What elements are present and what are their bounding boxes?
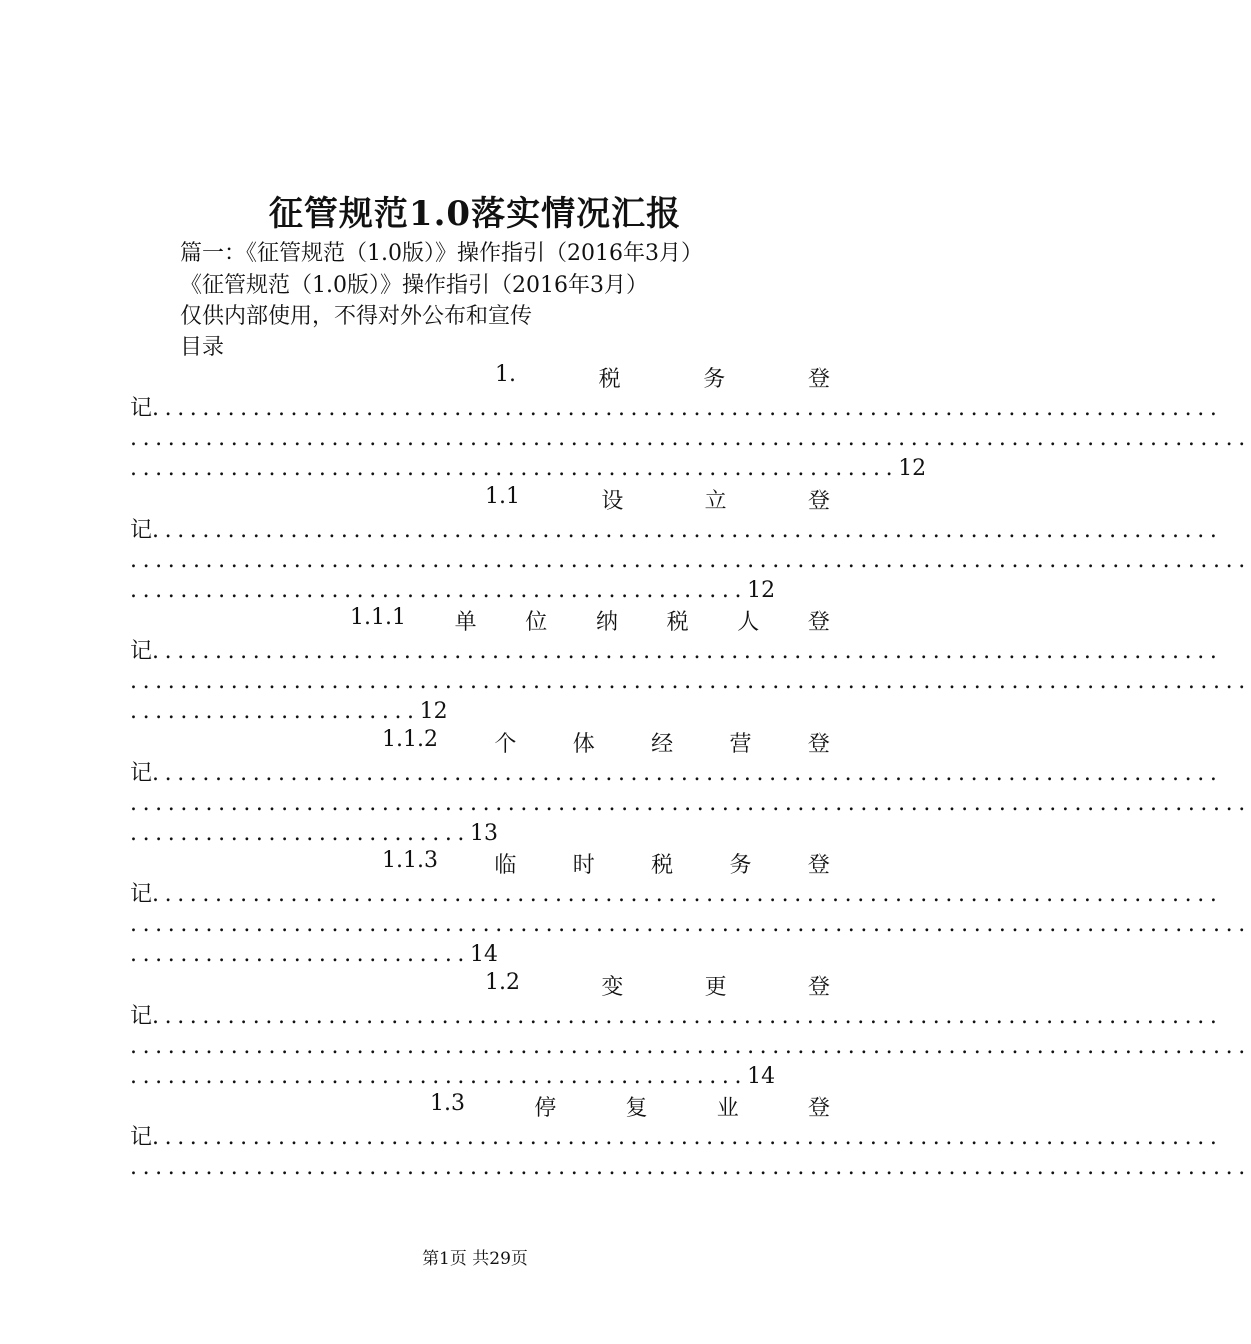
toc-entry[interactable] (130, 1091, 1251, 1183)
dot-leader: ..................................................................................... (152, 639, 1223, 664)
toc-page-number: 13 (470, 821, 499, 846)
toc-entry-char: 设 (601, 489, 624, 514)
toc-entry-char: 位 (525, 610, 548, 635)
toc-entry-char: 务 (703, 367, 726, 392)
toc-entry-tail: 记 (130, 518, 153, 543)
toc-entry[interactable] (130, 727, 1251, 849)
toc-entry-char: 务 (729, 853, 752, 878)
toc-entry-char: 税 (598, 367, 621, 392)
toc-entry-tail: 记 (130, 882, 153, 907)
toc-page-number: 14 (747, 1064, 776, 1089)
toc-entry-char: 1. (495, 362, 516, 387)
toc-heading: 目录 (180, 335, 225, 360)
toc-entry-char: 税 (666, 610, 689, 635)
toc-entry-char: 1.1.2 (382, 727, 438, 752)
toc-entry-char: 停 (534, 1096, 557, 1121)
toc-page-number: 12 (419, 699, 448, 724)
dot-leader: ............................................................. (130, 456, 899, 481)
toc-entry-char: 单 (454, 610, 477, 635)
dot-leader: ........................... (130, 821, 471, 846)
toc-entry-tail: 记 (130, 1004, 153, 1029)
toc-entry-char: 纳 (595, 610, 618, 635)
dot-leader: ..................................................................................... (152, 518, 1223, 543)
toc-entry-char: 税 (651, 853, 674, 878)
dot-leader: ......................................................................................... (130, 791, 1251, 816)
toc-entry-char: 1.2 (485, 970, 520, 995)
toc-entry-tail: 记 (130, 639, 153, 664)
toc-page-number: 14 (470, 942, 499, 967)
toc-entry-char: 个 (494, 732, 517, 757)
toc-entry-char: 立 (704, 489, 727, 514)
subtitle-line: 篇一：《征管规范（1.0版）》操作指引（2016年3月） (180, 241, 703, 266)
toc-entry-char: 1.3 (430, 1091, 465, 1116)
toc-entry-char: 复 (625, 1096, 648, 1121)
toc-entry-char: 登 (807, 853, 830, 878)
dot-leader: ..................................................................................... (152, 1004, 1223, 1029)
toc-entry-char: 临 (494, 853, 517, 878)
toc-entry-tail: 记 (130, 1125, 153, 1150)
dot-leader: ................................................. (130, 578, 748, 603)
dot-leader: ......................................................................................... (130, 1034, 1251, 1059)
toc-entry[interactable] (130, 605, 1251, 727)
toc-entry-char: 人 (737, 610, 760, 635)
dot-leader: ..................................................................................... (152, 396, 1223, 421)
guide-title-line: 《征管规范（1.0版）》操作指引（2016年3月） (180, 273, 648, 298)
toc-entry-char: 登 (807, 1096, 830, 1121)
dot-leader: ......................................................................................... (130, 1155, 1251, 1180)
toc-entry-char: 1.1.3 (382, 848, 438, 873)
toc-entry-char: 登 (807, 367, 830, 392)
dot-leader: ..................................................................................... (152, 882, 1223, 907)
dot-leader: ..................................................................................... (152, 761, 1223, 786)
toc-entry-char: 营 (729, 732, 752, 757)
toc-entry-char: 更 (704, 975, 727, 1000)
dot-leader: ................................................. (130, 1064, 748, 1089)
dot-leader: ......................................................................................... (130, 426, 1251, 451)
toc-entry[interactable] (130, 484, 1251, 606)
toc-entry-char: 体 (572, 732, 595, 757)
toc-entry-char: 经 (651, 732, 674, 757)
dot-leader: ......................................................................................... (130, 669, 1251, 694)
dot-leader: ........................... (130, 942, 471, 967)
dot-leader: ....................... (130, 699, 420, 724)
toc-entry-char: 1.1.1 (350, 605, 406, 630)
toc-entry-char: 1.1 (485, 484, 520, 509)
toc-entry-char: 时 (572, 853, 595, 878)
dot-leader: ......................................................................................... (130, 912, 1251, 937)
toc-entry-char: 登 (807, 975, 830, 1000)
document-title: 征管规范1.0落实情况汇报 (268, 194, 682, 234)
toc-page-number: 12 (898, 456, 927, 481)
page-footer: 第1页 共29页 (422, 1249, 528, 1269)
toc-entry-char: 变 (601, 975, 624, 1000)
toc-entry[interactable] (130, 848, 1251, 970)
toc-entry-char: 登 (807, 489, 830, 514)
toc-entry-tail: 记 (130, 396, 153, 421)
toc-entry-tail: 记 (130, 761, 153, 786)
toc-entry-char: 登 (807, 732, 830, 757)
internal-use-notice: 仅供内部使用，不得对外公布和宣传 (180, 304, 533, 329)
dot-leader: ..................................................................................... (152, 1125, 1223, 1150)
toc-entry[interactable] (130, 362, 1251, 484)
toc-entry-char: 业 (716, 1096, 739, 1121)
toc-page-number: 12 (747, 578, 776, 603)
dot-leader: ......................................................................................... (130, 548, 1251, 573)
toc-entry[interactable] (130, 970, 1251, 1092)
toc-entry-char: 登 (807, 610, 830, 635)
